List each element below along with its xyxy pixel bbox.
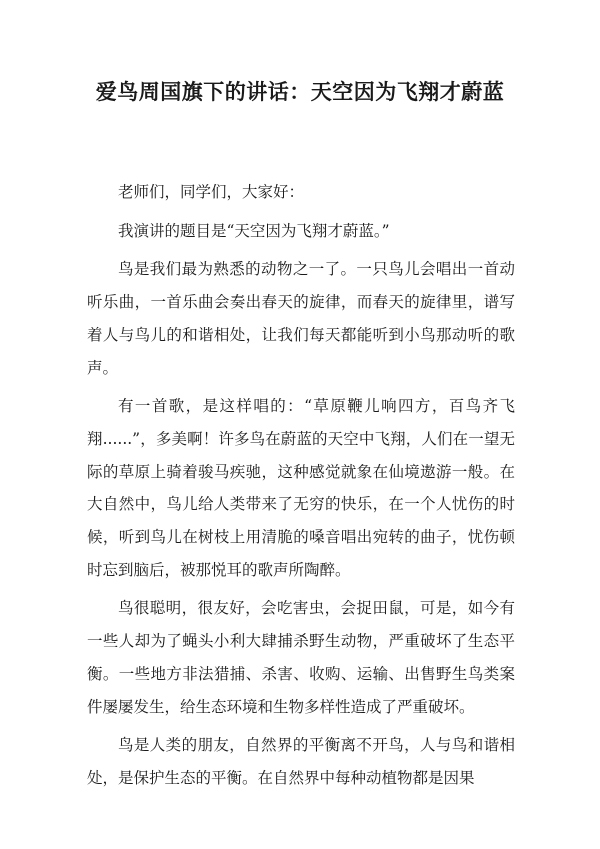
paragraph-friends: 鸟是人类的朋友，自然界的平衡离不开鸟，人与鸟和谐相处，是保护生态的平衡。在自然界中每种动植物都是因果 <box>87 736 515 787</box>
paragraph-topic: 我演讲的题目是“天空因为飞翔才蔚蓝。” <box>118 221 390 240</box>
document-body <box>87 176 515 801</box>
document-title: 爱鸟周国旗下的讲话：天空因为飞翔才蔚蓝 <box>95 80 505 104</box>
paragraph-greeting: 老师们，同学们，大家好： <box>118 183 305 201</box>
paragraph-birds-familiar: 鸟是我们最为熟悉的动物之一了。一只鸟儿会唱出一首动听乐曲，一首乐曲会奏出春天的旋律，而春天的旋律里，谱写着人与鸟儿的和谐相处，让我们每天都能听到小鸟那动听的歌声。 <box>87 260 515 377</box>
paragraph-protection: 鸟很聪明，很友好，会吃害虫，会捉田鼠，可是，如今有一些人却为了蝇头小利大肆捕杀野生动物，严重破坏了生态平衡。一些地方非法猎捕、杀害、收购、运输、出售野生鸟类案件屡屡发生，给生态环境和生物多样性造成了严重破坏。 <box>87 599 515 716</box>
paragraph-song: 有一首歌，是这样唱的：“草原鞭儿响四方，百鸟齐飞翔......”，多美啊！许多鸟在蔚蓝的天空中飞翔，人们在一望无际的草原上骑着骏马疾驰，这种感觉就象在仙境遨游一般。在大自然中，鸟儿给人类带来了无穷的快乐，在一个人忧伤的时候，听到鸟儿在树枝上用清脆的嗓音唱出宛转的曲子，忧伤顿时忘到脑后，被那悦耳的歌声所陶醉。 <box>87 397 515 579</box>
